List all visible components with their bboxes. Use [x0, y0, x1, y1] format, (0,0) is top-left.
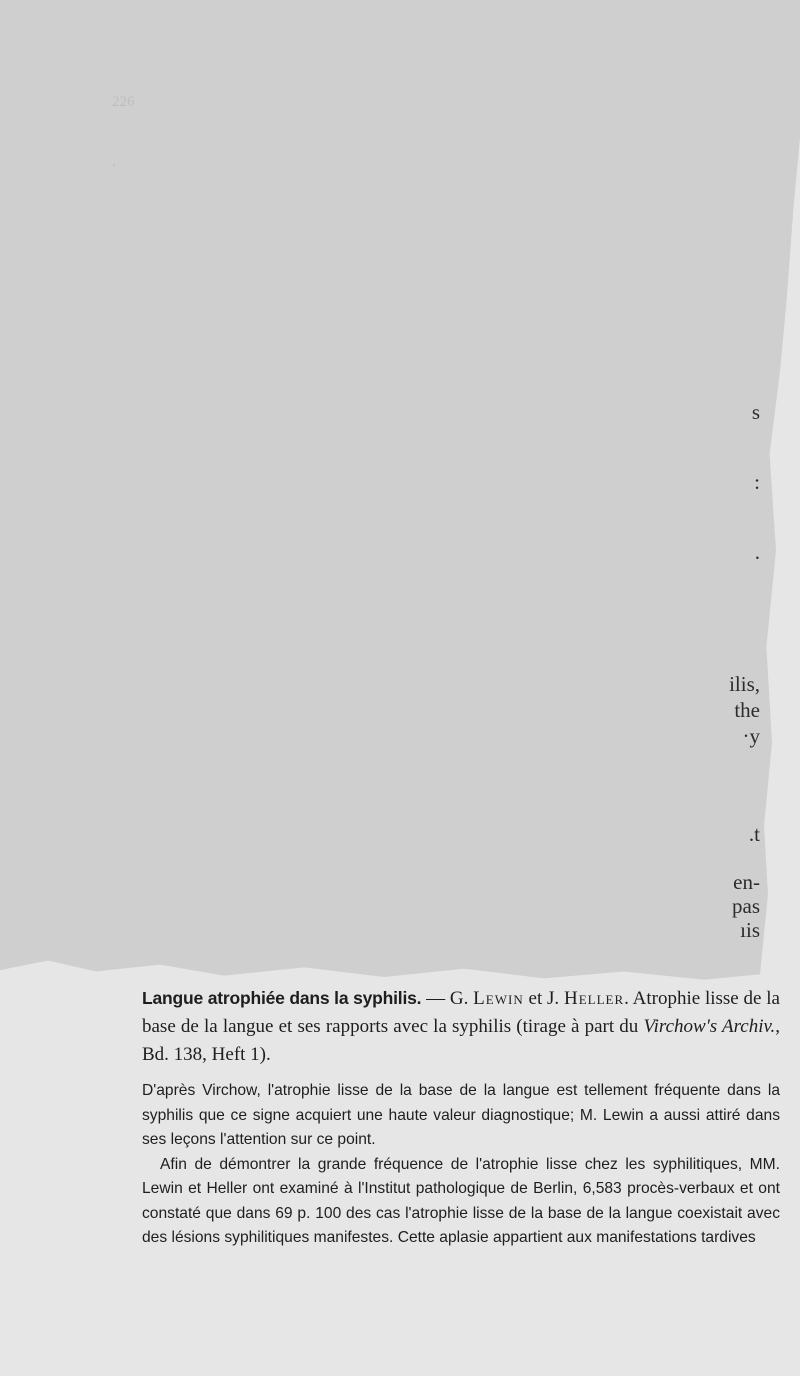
edge-fragment: : — [754, 470, 760, 494]
article — [142, 984, 780, 1251]
journal-citation: , Bd. 138, Heft 1). — [142, 1016, 780, 1065]
edge-fragment: . — [754, 540, 760, 564]
heading-dash: — G. — [421, 988, 474, 1009]
author-heller: Heller — [563, 988, 625, 1009]
edge-fragment: pas — [732, 894, 760, 918]
article-body — [142, 1079, 780, 1251]
paragraph: Afin de démontrer la grande fréquence de l'atrophie lisse chez les syphilitiques, MM. Lewin et Heller ont examiné à l'Institut pathologique de Berlin, 6,583 procès-verbaux et ont constaté que dans 69 p. 100 des cas l'atrophie lisse de la base de la langue coexistait avec des lésions syphilitiques manifestes. Cette aplasie appartient aux manifestations tardives — [142, 1155, 780, 1246]
underlying-page-header: 226 — [112, 94, 135, 110]
underlying-page: 226 . s : . ilis, the ·y .t en- pas ıis — [0, 0, 800, 1376]
heading-description: . Atrophie lisse de la base de la langue et ses rapports avec la syphilis (tirage à part du — [142, 988, 780, 1037]
article-title: Langue atrophiée dans la syphilis. — [142, 988, 422, 1008]
article-heading — [142, 984, 780, 1069]
edge-fragment: .t — [748, 822, 760, 846]
edge-fragment: ıis — [740, 918, 760, 942]
edge-fragment: en- — [733, 870, 760, 894]
paragraph: D'après Virchow, l'atrophie lisse de la base de la langue est tellement fréquente dans la syphilis que ce signe acquiert une haute valeur diagnostique; M. Lewin a aussi attiré dans ses leçons l'attention sur ce point. — [142, 1082, 780, 1148]
edge-fragment: ilis, — [729, 672, 760, 696]
author-lewin: Lewin — [473, 988, 524, 1009]
edge-fragment: ·y — [742, 724, 760, 748]
heading-and: et J. — [523, 988, 564, 1009]
edge-fragment: s — [751, 400, 760, 424]
journal-name: Virchow's Archiv. — [643, 1016, 776, 1037]
edge-fragment: the — [734, 698, 760, 722]
